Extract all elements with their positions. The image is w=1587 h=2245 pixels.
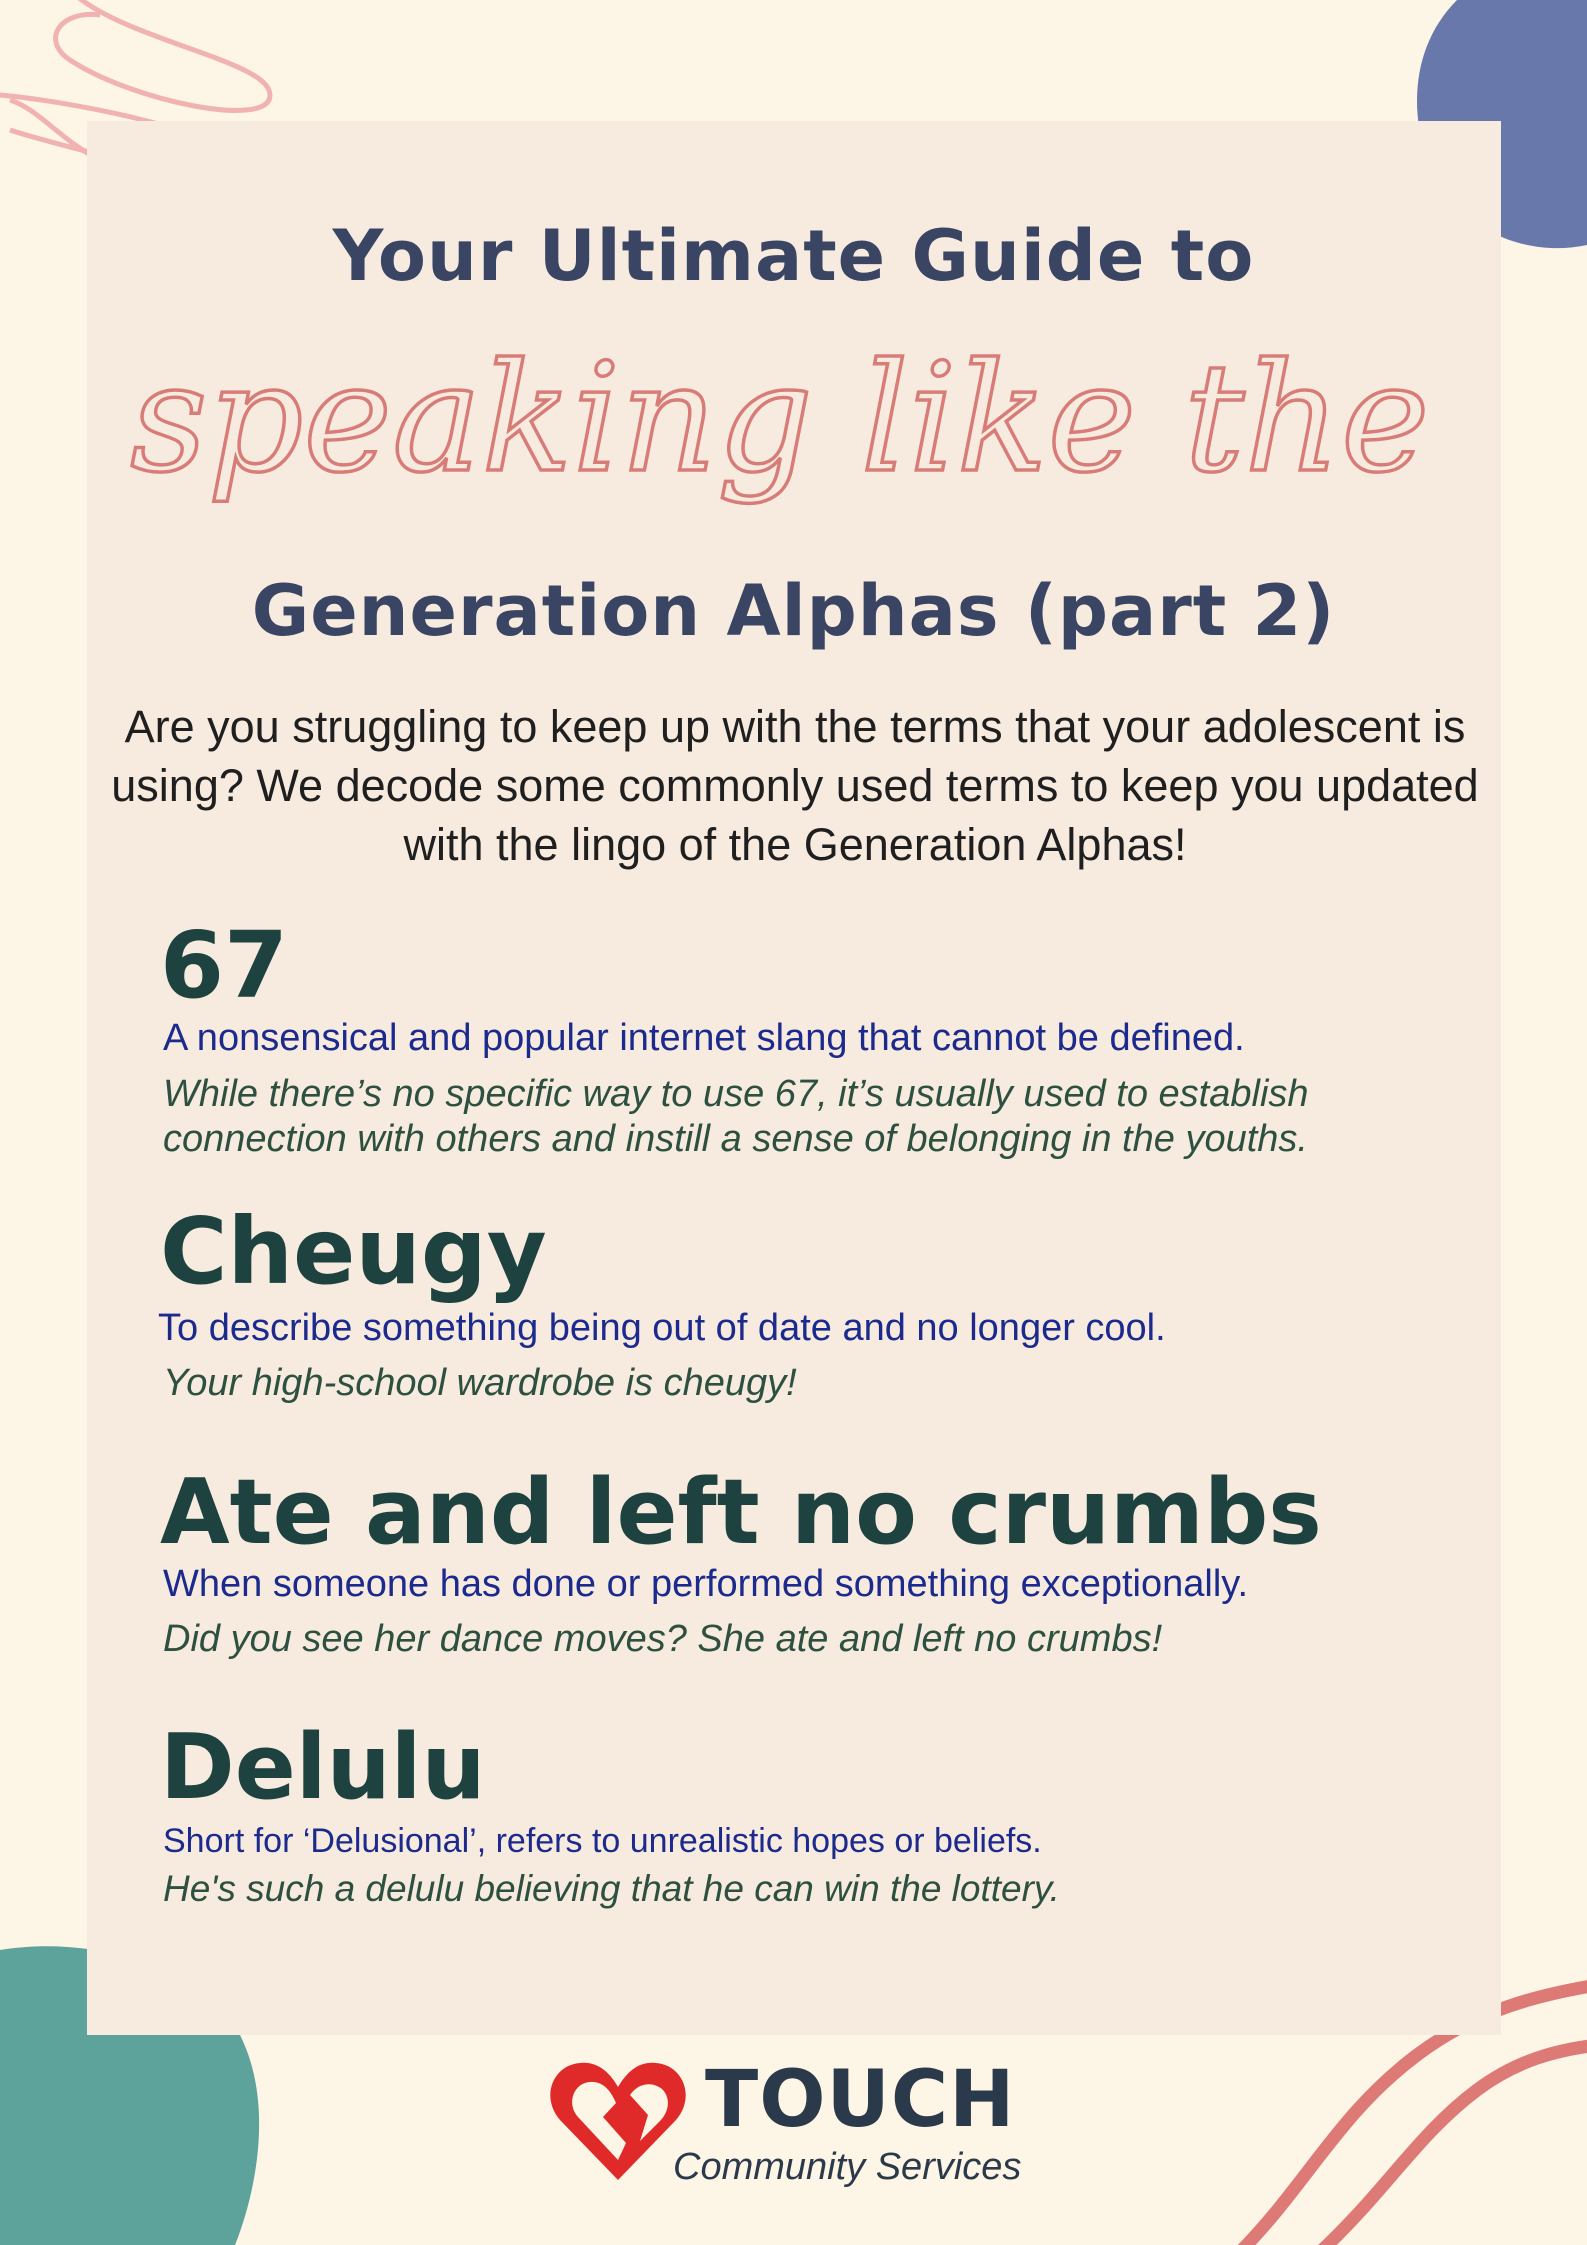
term-definition: A nonsensical and popular internet slang that cannot be defined. (163, 1017, 1245, 1059)
term-heading: Ate and left no crumbs (160, 1460, 1322, 1565)
term-example: Your high-school wardrobe is cheugy! (163, 1362, 797, 1404)
term-heading: Delulu (160, 1715, 486, 1820)
term-heading: 67 (160, 912, 289, 1019)
term-definition: Short for ‘Delusional’, refers to unrealistic hopes or beliefs. (163, 1822, 1042, 1860)
term-heading: Cheugy (160, 1198, 547, 1305)
page-title-script (130, 330, 1430, 560)
intro-paragraph: Are you struggling to keep up with the terms that your adolescent is using? We decode some commonly used terms to keep you updated with the lingo of the Generation Alphas! (111, 701, 1479, 870)
term-definition: To describe something being out of date and no longer cool. (158, 1307, 1166, 1349)
page-title-line2: Generation Alphas (part 2) (251, 570, 1336, 652)
logo-name: TOUCH (705, 2055, 1016, 2145)
term-definition: When someone has done or performed something exceptionally. (163, 1563, 1249, 1605)
touch-heart-logo-icon (548, 2055, 688, 2185)
term-example: Did you see her dance moves? She ate and left no crumbs! (163, 1618, 1163, 1660)
term-example: While there’s no specific way to use 67, it’s usually used to establish connection with others and instill a sense of belonging in the youths. (163, 1073, 1309, 1160)
logo-subtitle: Community Services (673, 2146, 1022, 2188)
page-title-script-text: speaking like the (130, 332, 1430, 506)
term-example: He's such a delulu believing that he can win the lottery. (163, 1868, 1060, 1909)
page-title-line1: Your Ultimate Guide to (332, 215, 1255, 297)
